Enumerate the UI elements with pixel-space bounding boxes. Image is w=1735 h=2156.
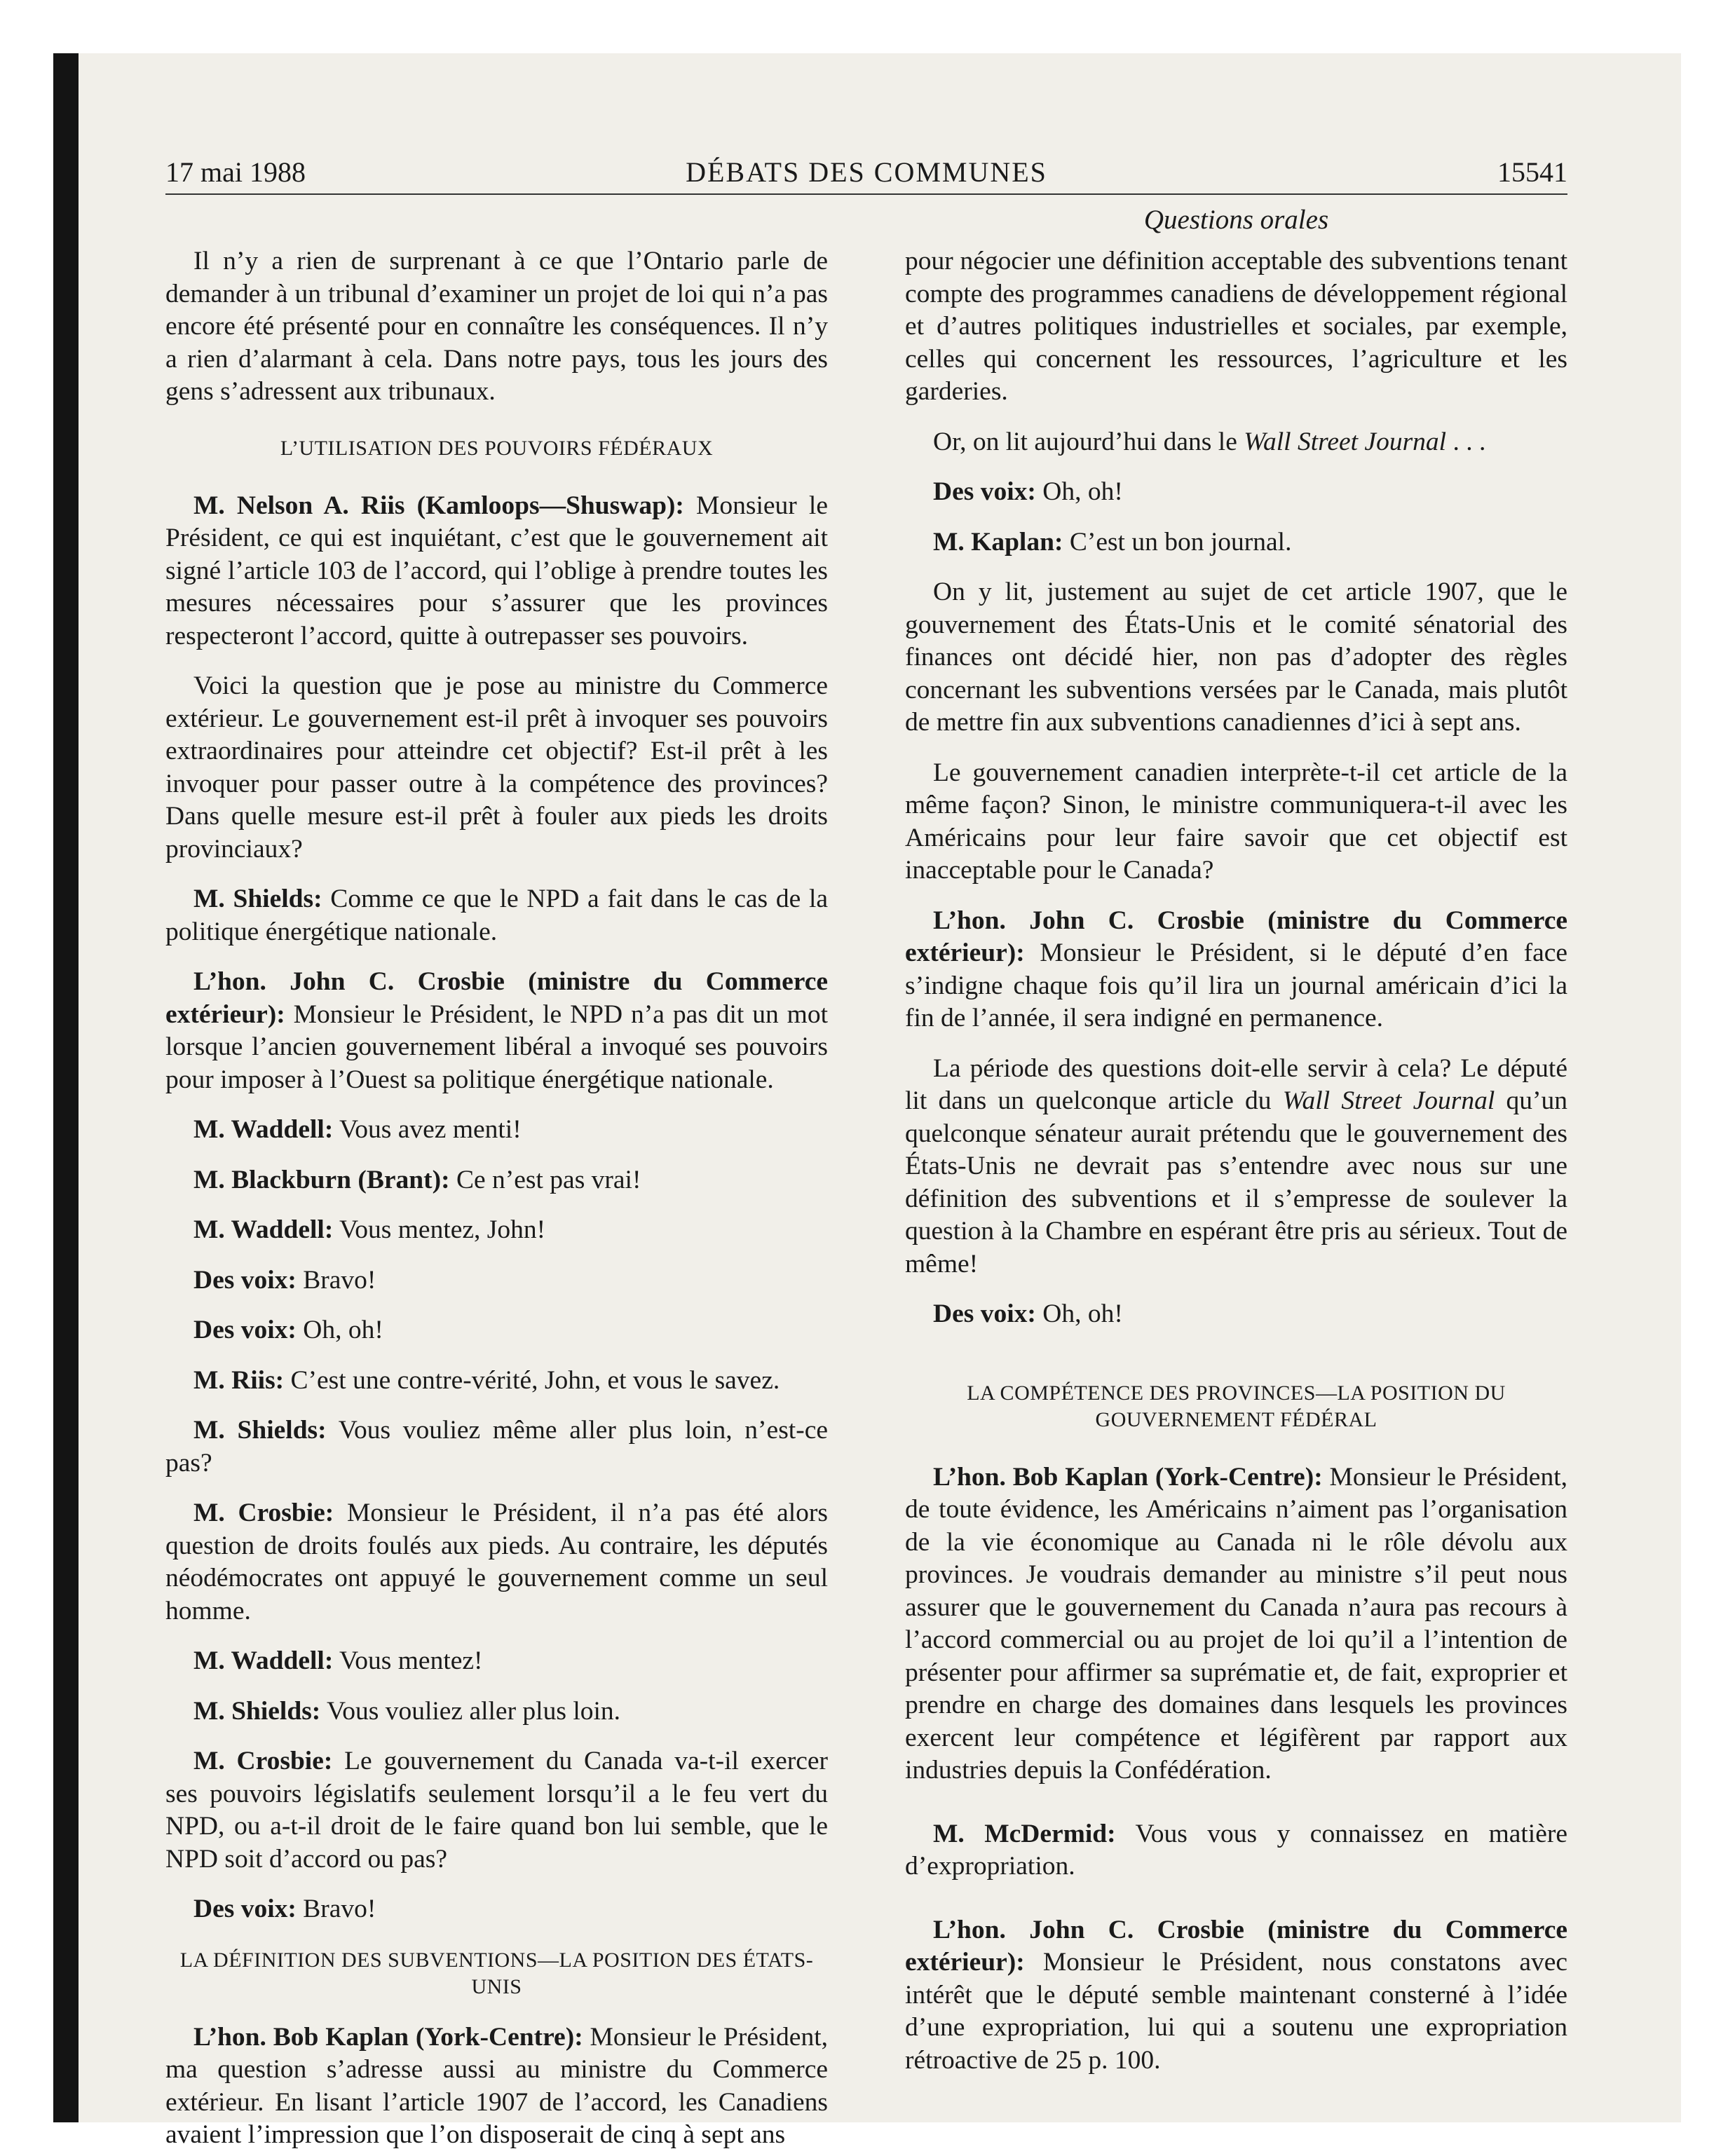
speech-text: Ce n’est pas vrai!	[449, 1165, 641, 1194]
speech	[165, 1114, 828, 1147]
speaker-name: L’hon. John C. Crosbie (ministre du Commerce extérieur):	[905, 1915, 1567, 1977]
speaker-name: L’hon. Bob Kaplan (York-Centre):	[193, 2022, 583, 2052]
header-rule	[165, 193, 1567, 195]
speaker-name: M. Waddell:	[193, 1115, 334, 1144]
speaker-name: M. Kaplan:	[933, 527, 1063, 557]
speech	[165, 490, 828, 653]
speaker-name: Des voix:	[933, 477, 1036, 506]
paragraph: On y lit, justement au sujet de cet article 1907, que le gouvernement des États-Unis et le comité sénatorial des finances ont décidé hier, non pas d’adopter des règles concernant les subventions versées par le Canada, mais plutôt de mettre fin aux subventions canadiennes d’ici à sept ans.	[905, 578, 1567, 737]
running-header	[165, 151, 1567, 193]
speech	[905, 1914, 1567, 2077]
speaker-name: M. Shields:	[193, 1416, 327, 1445]
speech-text: Oh, oh!	[1035, 477, 1123, 506]
scan-edge-bar	[53, 53, 79, 2122]
header-journal-title: DÉBATS DES COMMUNES	[686, 156, 1047, 188]
speaker-name: Des voix:	[193, 1265, 297, 1295]
speaker-name: Des voix:	[193, 1895, 297, 1923]
speech-text: C’est une contre-vérité, John, et vous le savez.	[284, 1365, 780, 1395]
speech	[165, 1314, 828, 1347]
speech-text: Monsieur le Président, si le député d’en face s’indigne chaque fois qu’il lira un journal américain d’ici la fin de l’année, il sera indigné en permanence.	[905, 939, 1567, 1032]
speaker-name: Des voix:	[933, 1299, 1036, 1328]
speech	[165, 1696, 828, 1728]
speech-text: Vous mentez, John!	[333, 1215, 546, 1244]
speech	[905, 1461, 1567, 1787]
speech	[165, 1893, 828, 1926]
speech	[165, 883, 828, 948]
speech	[165, 1365, 828, 1398]
speech-text: Monsieur le Président, nous constatons avec intérêt que le député semble maintenant consterné à l’idée d’une expropriation, lui qui a soutenu une expropriation rétroactive de 25 p. 100.	[905, 1948, 1567, 2075]
left-column	[165, 245, 828, 2152]
speaker-name: M. McDermid:	[933, 1819, 1116, 1848]
section-label: Questions orales	[1143, 205, 1329, 235]
speaker-name: M. Shields:	[193, 1696, 321, 1726]
paragraph	[905, 426, 1567, 459]
speech	[905, 526, 1567, 559]
speaker-name: M. Blackburn (Brant):	[193, 1165, 450, 1194]
speech	[165, 1645, 828, 1678]
publication-title: Wall Street Journal	[1282, 1086, 1495, 1115]
speaker-name: L’hon. Bob Kaplan (York-Centre):	[933, 1462, 1323, 1492]
speech-text: Monsieur le Président, ma question s’adresse aussi au ministre du Commerce extérieur. En lisant l’article 1907 de l’accord, les Canadiens avaient l’impression que l’on disposerait de cinq à sept ans	[165, 2022, 828, 2149]
speaker-name: M. Nelson A. Riis (Kamloops—Shuswap):	[193, 491, 684, 520]
section-heading: LA DÉFINITION DES SUBVENTIONS—LA POSITION DES ÉTATS-UNIS	[179, 1948, 814, 1998]
header-page-number: 15541	[1497, 156, 1567, 188]
speech	[165, 1497, 828, 1628]
speaker-name: M. Waddell:	[193, 1646, 334, 1675]
paragraph: Le gouvernement canadien interprète-t-il cet article de la même façon? Sinon, le ministre communiquera-t-il avec les Américains pour leur faire savoir que cet objectif est inacceptable pour le Canada?	[905, 758, 1567, 885]
speech	[165, 2021, 828, 2152]
publication-title: Wall Street Journal	[1244, 427, 1447, 456]
speech-text: Oh, oh!	[1035, 1299, 1123, 1328]
section-heading: L’UTILISATION DES POUVOIRS FÉDÉRAUX	[280, 436, 714, 460]
speech-text: Oh, oh!	[296, 1316, 383, 1344]
speech-text: Bravo!	[296, 1895, 376, 1923]
paragraph	[905, 1053, 1567, 1281]
speech-text: Vous vous y connaissez en matière d’expropriation.	[905, 1819, 1567, 1881]
speech	[905, 476, 1567, 509]
speaker-name: M. Shields:	[193, 885, 322, 913]
paragraph: Voici la question que je pose au ministre du Commerce extérieur. Le gouvernement est-il prêt à invoquer ses pouvoirs extraordinaires pour atteindre cet objectif? Est-il prêt à les invoquer pour passer outre à la compétence des provinces? Dans quelle mesure est-il prêt à fouler aux pieds les droits provinciaux?	[165, 671, 828, 864]
speech	[905, 905, 1567, 1035]
speaker-name: M. Waddell:	[193, 1215, 334, 1244]
speaker-name: Des voix:	[193, 1316, 297, 1344]
speech	[905, 1818, 1567, 1883]
speech	[165, 1414, 828, 1480]
speech	[905, 1298, 1567, 1331]
text-fragment: . . .	[1446, 427, 1486, 456]
speech-text: Vous avez menti!	[333, 1115, 522, 1144]
speech-text: Monsieur le Président, ce qui est inquiétant, c’est que le gouvernement ait signé l’article 103 de l’accord, qui l’oblige à prendre toutes les mesures nécessaires pour s’assurer que les provinces respecteront l’accord, quitte à outrepasser ses pouvoirs.	[165, 491, 828, 650]
speech-text: Le gouvernement du Canada va-t-il exercer ses pouvoirs législatifs seulement lorsqu’il a le feu vert du NPD, ou a-t-il droit de le faire quand bon lui semble, que le NPD soit d’accord ou pas?	[165, 1747, 828, 1874]
speech	[165, 1264, 828, 1297]
speaker-name: M. Crosbie:	[193, 1499, 334, 1527]
speaker-name: L’hon. John C. Crosbie (ministre du Commerce extérieur):	[165, 967, 828, 1029]
speech	[165, 1745, 828, 1876]
speaker-name: M. Crosbie:	[193, 1747, 333, 1775]
header-date: 17 mai 1988	[165, 156, 306, 188]
speech-text: Monsieur le Président, de toute évidence, les Américains n’aiment pas l’organisation de la vie économique au Canada ni le rôle dévolu aux provinces. Je voudrais demander au ministre s’il peut nous assurer que le gouvernement du Canada n’aura pas recours à l’accord commercial ou au projet de loi qu’il a l’intention de présenter pour affirmer sa suprématie et, de fait, exproprier et prendre en charge des domaines dans lesquels les provinces exercent leur compétence et légifèrent par rapport aux industries depuis la Confédération.	[905, 1462, 1567, 1785]
speaker-name: M. Riis:	[193, 1365, 285, 1395]
speech-text: Monsieur le Président, le NPD n’a pas dit un mot lorsque l’ancien gouvernement libéral a invoqué ses pouvoirs pour imposer à l’Ouest sa politique énergétique nationale.	[165, 999, 828, 1094]
speech-text: Vous vouliez même aller plus loin, n’est-ce pas?	[165, 1416, 828, 1478]
section-heading: LA COMPÉTENCE DES PROVINCES—LA POSITION DU GOUVERNEMENT FÉDÉRAL	[967, 1381, 1506, 1431]
paragraph-continuation: pour négocier une définition acceptable des subventions tenant compte des programmes canadiens de développement régional et d’autres politiques industrielles et sociales, par exemple, celles qui concernent les ressources, l’agriculture et les garderies.	[905, 247, 1567, 406]
speech-text: Bravo!	[296, 1265, 376, 1295]
speech-text: Monsieur le Président, il n’a pas été alors question de droits foulés aux pieds. Au contraire, les députés néodémocrates ont appuyé le gouvernement comme un seul homme.	[165, 1499, 828, 1625]
speech-text: Comme ce que le NPD a fait dans le cas de la politique énergétique nationale.	[165, 885, 829, 946]
right-column	[905, 245, 1567, 2094]
text-fragment: La période des questions doit-elle servir à cela? Le député lit dans un quelconque article du	[905, 1053, 1567, 1115]
speech-text: C’est un bon journal.	[1063, 527, 1292, 557]
speech	[165, 1164, 828, 1197]
speaker-name: L’hon. John C. Crosbie (ministre du Commerce extérieur):	[905, 906, 1567, 967]
speech-text: Vous vouliez aller plus loin.	[320, 1696, 621, 1726]
paragraph: Il n’y a rien de surprenant à ce que l’Ontario parle de demander à un tribunal d’examiner un projet de loi qui n’a pas encore été présenté pour en connaître les conséquences. Il n’y a rien d’alarmant à cela. Dans notre pays, tous les jours des gens s’adressent aux tribunaux.	[165, 247, 828, 406]
speech	[165, 1214, 828, 1247]
text-fragment: Or, on lit aujourd’hui dans le	[933, 427, 1244, 456]
speech-text: Vous mentez!	[333, 1646, 483, 1675]
text-fragment: qu’un quelconque sénateur aurait prétendu que le gouvernement des États-Unis ne devrait pas s’entendre avec nous sur une définition des subventions et il s’empresse de soulever la question à la Chambre en espérant être pris au sérieux. Tout de même!	[905, 1086, 1567, 1278]
speech	[165, 966, 828, 1096]
